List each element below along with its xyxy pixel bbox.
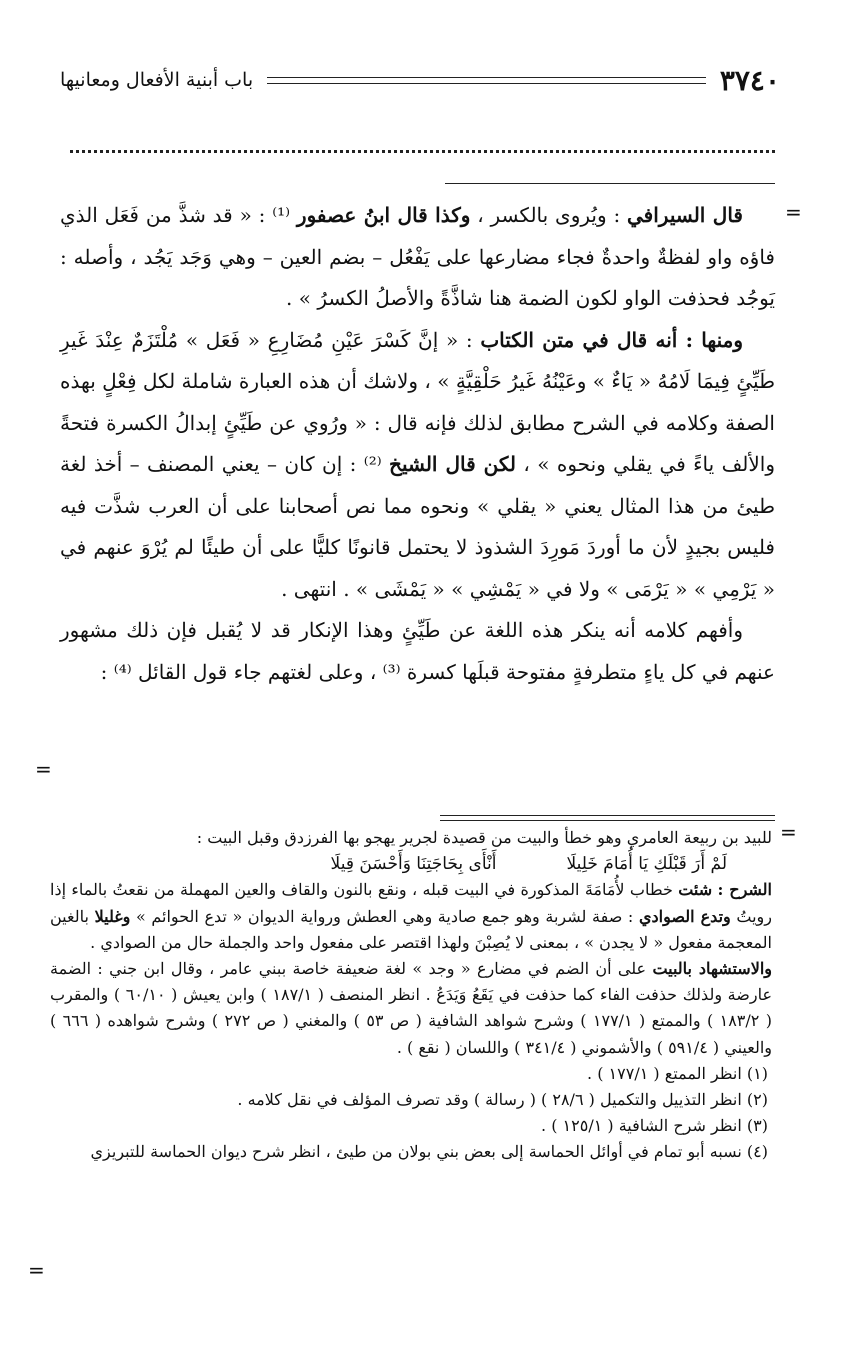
page-header — [60, 60, 780, 100]
bold-phrase: الشرح : — [717, 880, 772, 900]
page-number: ٣٧٤٠ — [719, 63, 780, 97]
margin-mark-footnote: = — [780, 820, 797, 844]
verse-line — [50, 851, 772, 877]
footnotes — [50, 825, 772, 1166]
text-run: ⁽¹⁾ : « قد شذَّ من فَعَل الذي فاؤه واو لفظةٌ واحدةٌ فجاء مضارعها على يَفْعُل – بضم العين – وهي وَجَد يَجُد ، وأصله : يَوجُد فحذفت الواو لكون الضمة هنا شاذَّةً والأصلُ الكسرُ » . — [60, 203, 775, 310]
chapter-title: باب أبنية الأفعال ومعانيها — [60, 69, 254, 91]
dotted-separator — [70, 150, 775, 153]
bold-phrase: شئت — [678, 880, 713, 900]
bold-phrase: وكذا قال ابنُ عصفور — [296, 203, 471, 227]
verse-second-hemistich: أَنْأَى بِحَاجَتِنَا وَأَحْسَنَ قِيلَا — [330, 854, 497, 875]
sharh-note — [50, 877, 772, 956]
verse-first-hemistich: لَمْ أَرَ قَبْلَكِ يَا أُمَامَ خَلِيلَا — [566, 854, 727, 875]
text-run: : « إنَّ كَسْرَ عَيْنِ مُضَارِعِ « فَعَل » مُلْتَزَمٌ عِنْدَ غَيرِ طَيِّئٍ فِيمَا لَامُهُ « يَاءٌ » وعَيْنُهُ غَيرُ حَلْقِيَّةٍ » ، ولاشك أن هذه العبارة شاملة لكل فِعْلٍ بهذه الصفة وكلامه في الشرح مطابق لذلك فإنه قال : « ورُوي عن طَيِّئٍ إبدالُ الكسرة فتحةً والألف ياءً في يقلي ونحوه » ، — [60, 327, 775, 476]
footnote-2: (٢) انظر التذييل والتكميل ( ٢٨/٦ ) ( رسالة ) وقد تصرف المؤلف في نقل كلامه . — [237, 1090, 768, 1110]
main-text — [60, 195, 775, 693]
footnote-3: (٣) انظر شرح الشافية ( ١٢٥/١ ) . — [541, 1116, 768, 1136]
bold-phrase: وغليلا — [94, 906, 131, 926]
bold-phrase: قال السيرافي — [627, 203, 743, 227]
bold-phrase: والاستشهاد بالبيت — [652, 959, 773, 979]
margin-mark-bottom: = — [28, 1258, 45, 1282]
text-run: وأفهم كلامه أنه ينكر هذه اللغة عن طَيِّئٍ وهذا الإنكار قد لا يُقبل فإن ذلك مشهور عنهم في كل ياءٍ متطرفةٍ مفتوحة قبلَها كسرة ⁽³⁾ ، وعلى لغتهم جاء قول القائل ⁽⁴⁾ : — [60, 618, 775, 684]
paragraph-1 — [60, 195, 775, 320]
margin-mark-top: = — [785, 200, 802, 224]
text-run: خطاب لأُمَامَةَ المذكورة في البيت قبله ، ونقع بالنون والقاف والعين المهملة من نقعتُ بالماء إذا رويتُ — [50, 880, 773, 926]
footnote-rule — [440, 815, 775, 821]
text-run: بالغين المعجمة مفعول « لا يجدن » ، بمعنى لا يُصِبْنَ ولهذا اقتصر على مفعول واحد والجملة حال من الصوادي . — [50, 906, 772, 952]
bold-phrase: وتدع الصوادي — [638, 906, 731, 926]
margin-mark-middle: = — [35, 757, 52, 781]
text-run: ⁽²⁾ : إن كان – يعني المصنف – أخذ لغة طيئ من هذا المثال يعني « يقلي » ونحوه مما نص أصحابنا على أن العرب شذَّت فيه فليس بجيدٍ لأن ما أوردَ مَورِدَ الشذوذ لا يحتمل قانونًا كليًّا على أن طيئًا لم يُرْوَ عنهم في « يَرْمِي » « يَرْمَى » ولا في « يَمْشِي » « يَمْشَى » . انتهى . — [60, 452, 775, 601]
footnote-1: (١) انظر الممتع ( ١٧٧/١ ) . — [587, 1063, 768, 1083]
paragraph-3 — [60, 610, 775, 693]
paragraph-2 — [60, 320, 775, 611]
text-run: : ويُروى بالكسر ، — [470, 203, 628, 227]
text-run: على أن الضم في مضارع « وجد » لغة ضعيفة خاصة ببني عامر ، وقال ابن جني : الضمة عارضة ولذلك حذفت الفاء كما حذفت في يَقَعُ وَيَدَعُ . انظر المنصف ( ١٨٧/١ ) وابن يعيش ( ٦٠/١٠ ) والمقرب ( ١٨٣/٢ ) والممتع ( ١٧٧/١ ) وشرح شواهد الشافية ( ص ٥٣ ) والمغني ( ص ٢٧٢ ) وشرح شواهده ( ٦٦٦ ) والعيني ( ٥٩١/٤ ) والأشموني ( ٣٤١/٤ ) واللسان ( نقع ) . — [50, 959, 773, 1057]
bold-phrase: لكن قال الشيخ — [389, 452, 517, 476]
text-run: : صفة لشربة وهو جمع صادية وهي العطش ورواية الديوان « تدع الحوائم » — [130, 906, 639, 926]
footnote-continuation: للبيد بن ربيعة العامري وهو خطأ والبيت من قصيدة لجرير يهجو بها الفرزدق وقبل البيت : — [196, 828, 772, 847]
header-rule — [267, 77, 706, 84]
continuation-rule — [445, 183, 775, 184]
istishhad-note — [50, 956, 772, 1061]
footnote-4: (٤) نسبه أبو تمام في أوائل الحماسة إلى بعض بني بولان من طيئ ، انظر شرح ديوان الحماسة للتبريزي — [90, 1142, 768, 1162]
bold-phrase: ومنها : أنه قال في متن الكتاب — [480, 327, 744, 352]
